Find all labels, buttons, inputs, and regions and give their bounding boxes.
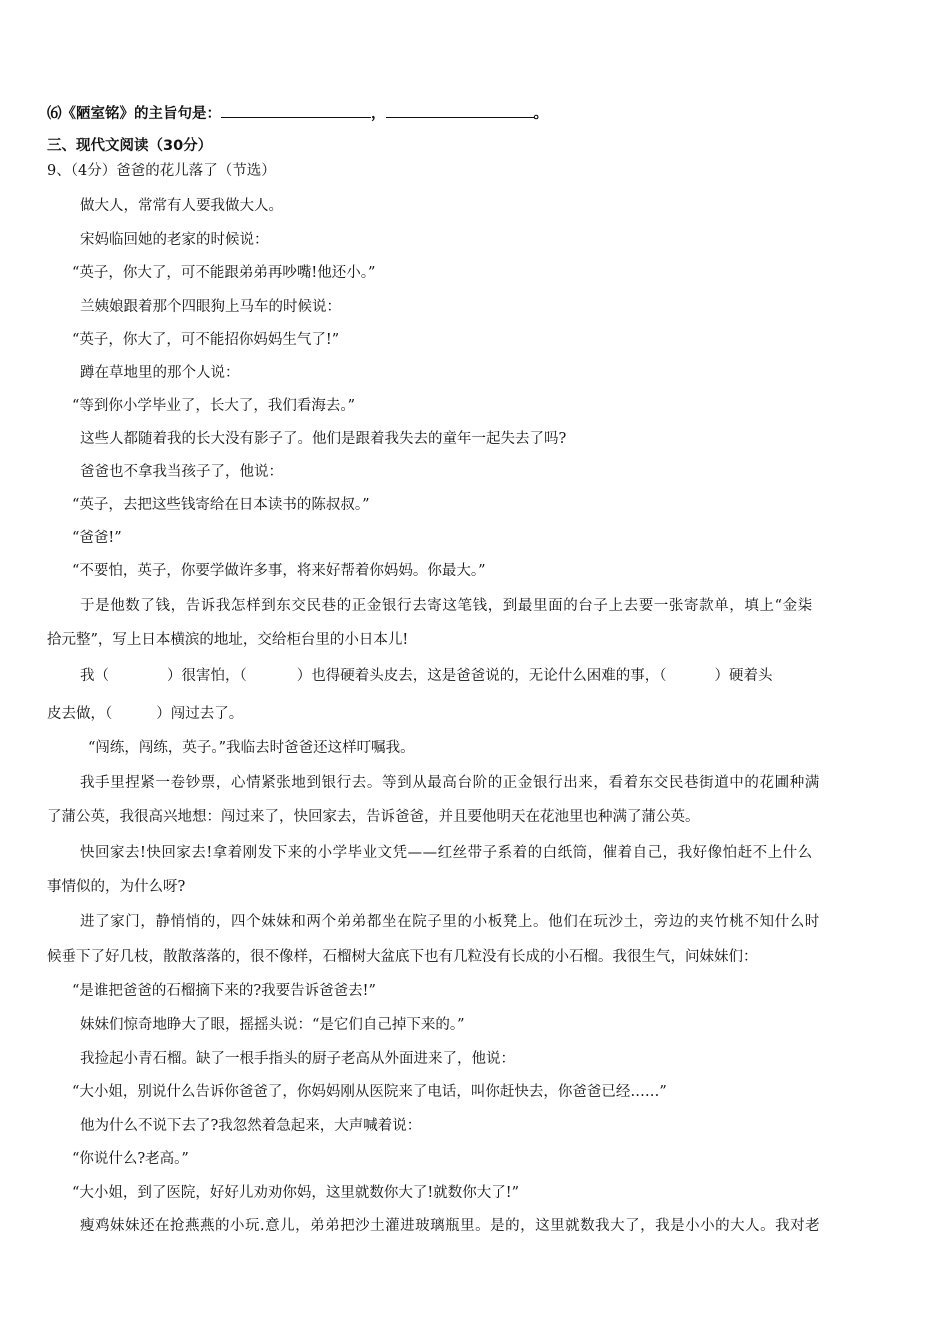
fill-text: ）也得硬着头皮去，这是爸爸说的，无论什么困难的事，（ [296,668,667,684]
q6-end: 。 [533,106,548,122]
fill-blank-line-cont [47,704,243,724]
passage-paragraph: 他为什么不说下去了?我忽然着急起来，大声喊着说： [80,1118,422,1134]
passage-paragraph: 于是他数了钱，告诉我怎样到东交民巷的正金银行去寄这笔钱，到最里面的台子上去要一张寄款单，填上“金柒 [80,598,813,614]
fill-text: ）很害怕，（ [167,668,247,684]
passage-paragraph: 宋妈临回她的老家的时候说： [80,232,269,248]
q6-line [47,103,548,124]
passage-paragraph: 妹妹们惊奇地睁大了眼，摇摇头说：“是它们自己掉下来的。” [80,1017,465,1033]
passage-paragraph: “等到你小学毕业了，长大了，我们看海去。” [72,398,356,414]
fill-text: ）闯过去了。 [156,706,244,722]
passage-paragraph: 进了家门，静悄悄的，四个妹妹和两个弟弟都坐在院子里的小板凳上。他们在玩沙土，旁边的夹竹桃不知什么时 [80,914,820,930]
passage-paragraph: 爸爸也不拿我当孩子了，他说： [80,464,283,480]
passage-paragraph: “英子，去把这些钱寄给在日本读书的陈叔叔。” [72,497,370,513]
passage-paragraph: 蹲在草地里的那个人说： [80,365,240,381]
passage-paragraph: 我手里捏紧一卷钞票，心情紧张地到银行去。等到从最高台阶的正金银行出来，看着东交民巷街道中的花圃种满 [80,775,820,791]
passage-paragraph: “爸爸!” [72,530,122,546]
q9-header: 9、（4分）爸爸的花儿落了（节选） [47,163,276,179]
passage-paragraph: “大小姐，到了医院，好好儿劝劝你妈，这里就数你大了!就数你大了!” [72,1185,519,1201]
q6-answer-blank-1[interactable] [221,103,371,118]
passage-paragraph: “英子，你大了，可不能跟弟弟再吵嘴!他还小。” [72,265,376,281]
fill-blank-line [80,666,773,686]
section-title: 三、现代文阅读（30分） [47,138,213,154]
passage-paragraph: 这些人都随着我的长大没有影子了。他们是跟着我失去的童年一起失去了吗? [80,431,567,447]
passage-paragraph: 快回家去!快回家去!拿着刚发下来的小学毕业文凭——红丝带子系着的白纸筒，催着自己，我好像怕赶不上什么 [80,845,813,861]
passage-paragraph: 我捡起小青石榴。缺了一根手指头的厨子老高从外面进来了，他说： [80,1051,515,1067]
q6-label: ⑹《陋室铭》的主旨句是： [47,106,221,122]
passage-paragraph-cont: 拾元整”，写上日本横滨的地址，交给柜台里的小日本儿! [47,632,409,648]
fill-text: 皮去做，（ [47,706,113,722]
passage-paragraph: 兰姨娘跟着那个四眼狗上马车的时候说： [80,299,341,315]
passage-paragraph-cont: 事情似的，为什么呀? [47,879,186,895]
q6-answer-blank-2[interactable] [386,103,534,118]
passage-paragraph: “闯练，闯练，英子。”我临去时爸爸还这样叮嘱我。 [88,740,415,756]
passage-paragraph-cont: 了蒲公英，我很高兴地想：闯过来了，快回家去，告诉爸爸，并且要他明天在花池里也种满了蒲公英。 [47,809,700,825]
passage-paragraph: “大小姐，别说什么告诉你爸爸了，你妈妈刚从医院来了电话，叫你赶快去，你爸爸已经……” [72,1084,667,1100]
passage-paragraph: 瘦鸡妹妹还在抢燕燕的小玩.意儿，弟弟把沙土灌进玻璃瓶里。是的，这里就数我大了，我是小小的大人。我对老 [80,1218,821,1234]
fill-text: 我（ [80,668,109,684]
passage-paragraph: “英子，你大了，可不能招你妈妈生气了!” [72,332,340,348]
fill-text: ）硬着头 [714,668,773,684]
passage-paragraph: 做大人，常常有人要我做大人。 [80,198,283,214]
passage-paragraph: “不要怕，英子，你要学做许多事，将来好帮着你妈妈。你最大。” [72,563,486,579]
q6-separator: ， [371,106,386,122]
passage-paragraph: “你说什么?老高。” [72,1151,189,1167]
passage-paragraph: “是谁把爸爸的石榴摘下来的?我要告诉爸爸去!” [72,983,376,999]
passage-paragraph-cont: 候垂下了好几枝，散散落落的，很不像样，石榴树大盆底下也有几粒没有长成的小石榴。我很生气，问妹妹们： [47,949,758,965]
